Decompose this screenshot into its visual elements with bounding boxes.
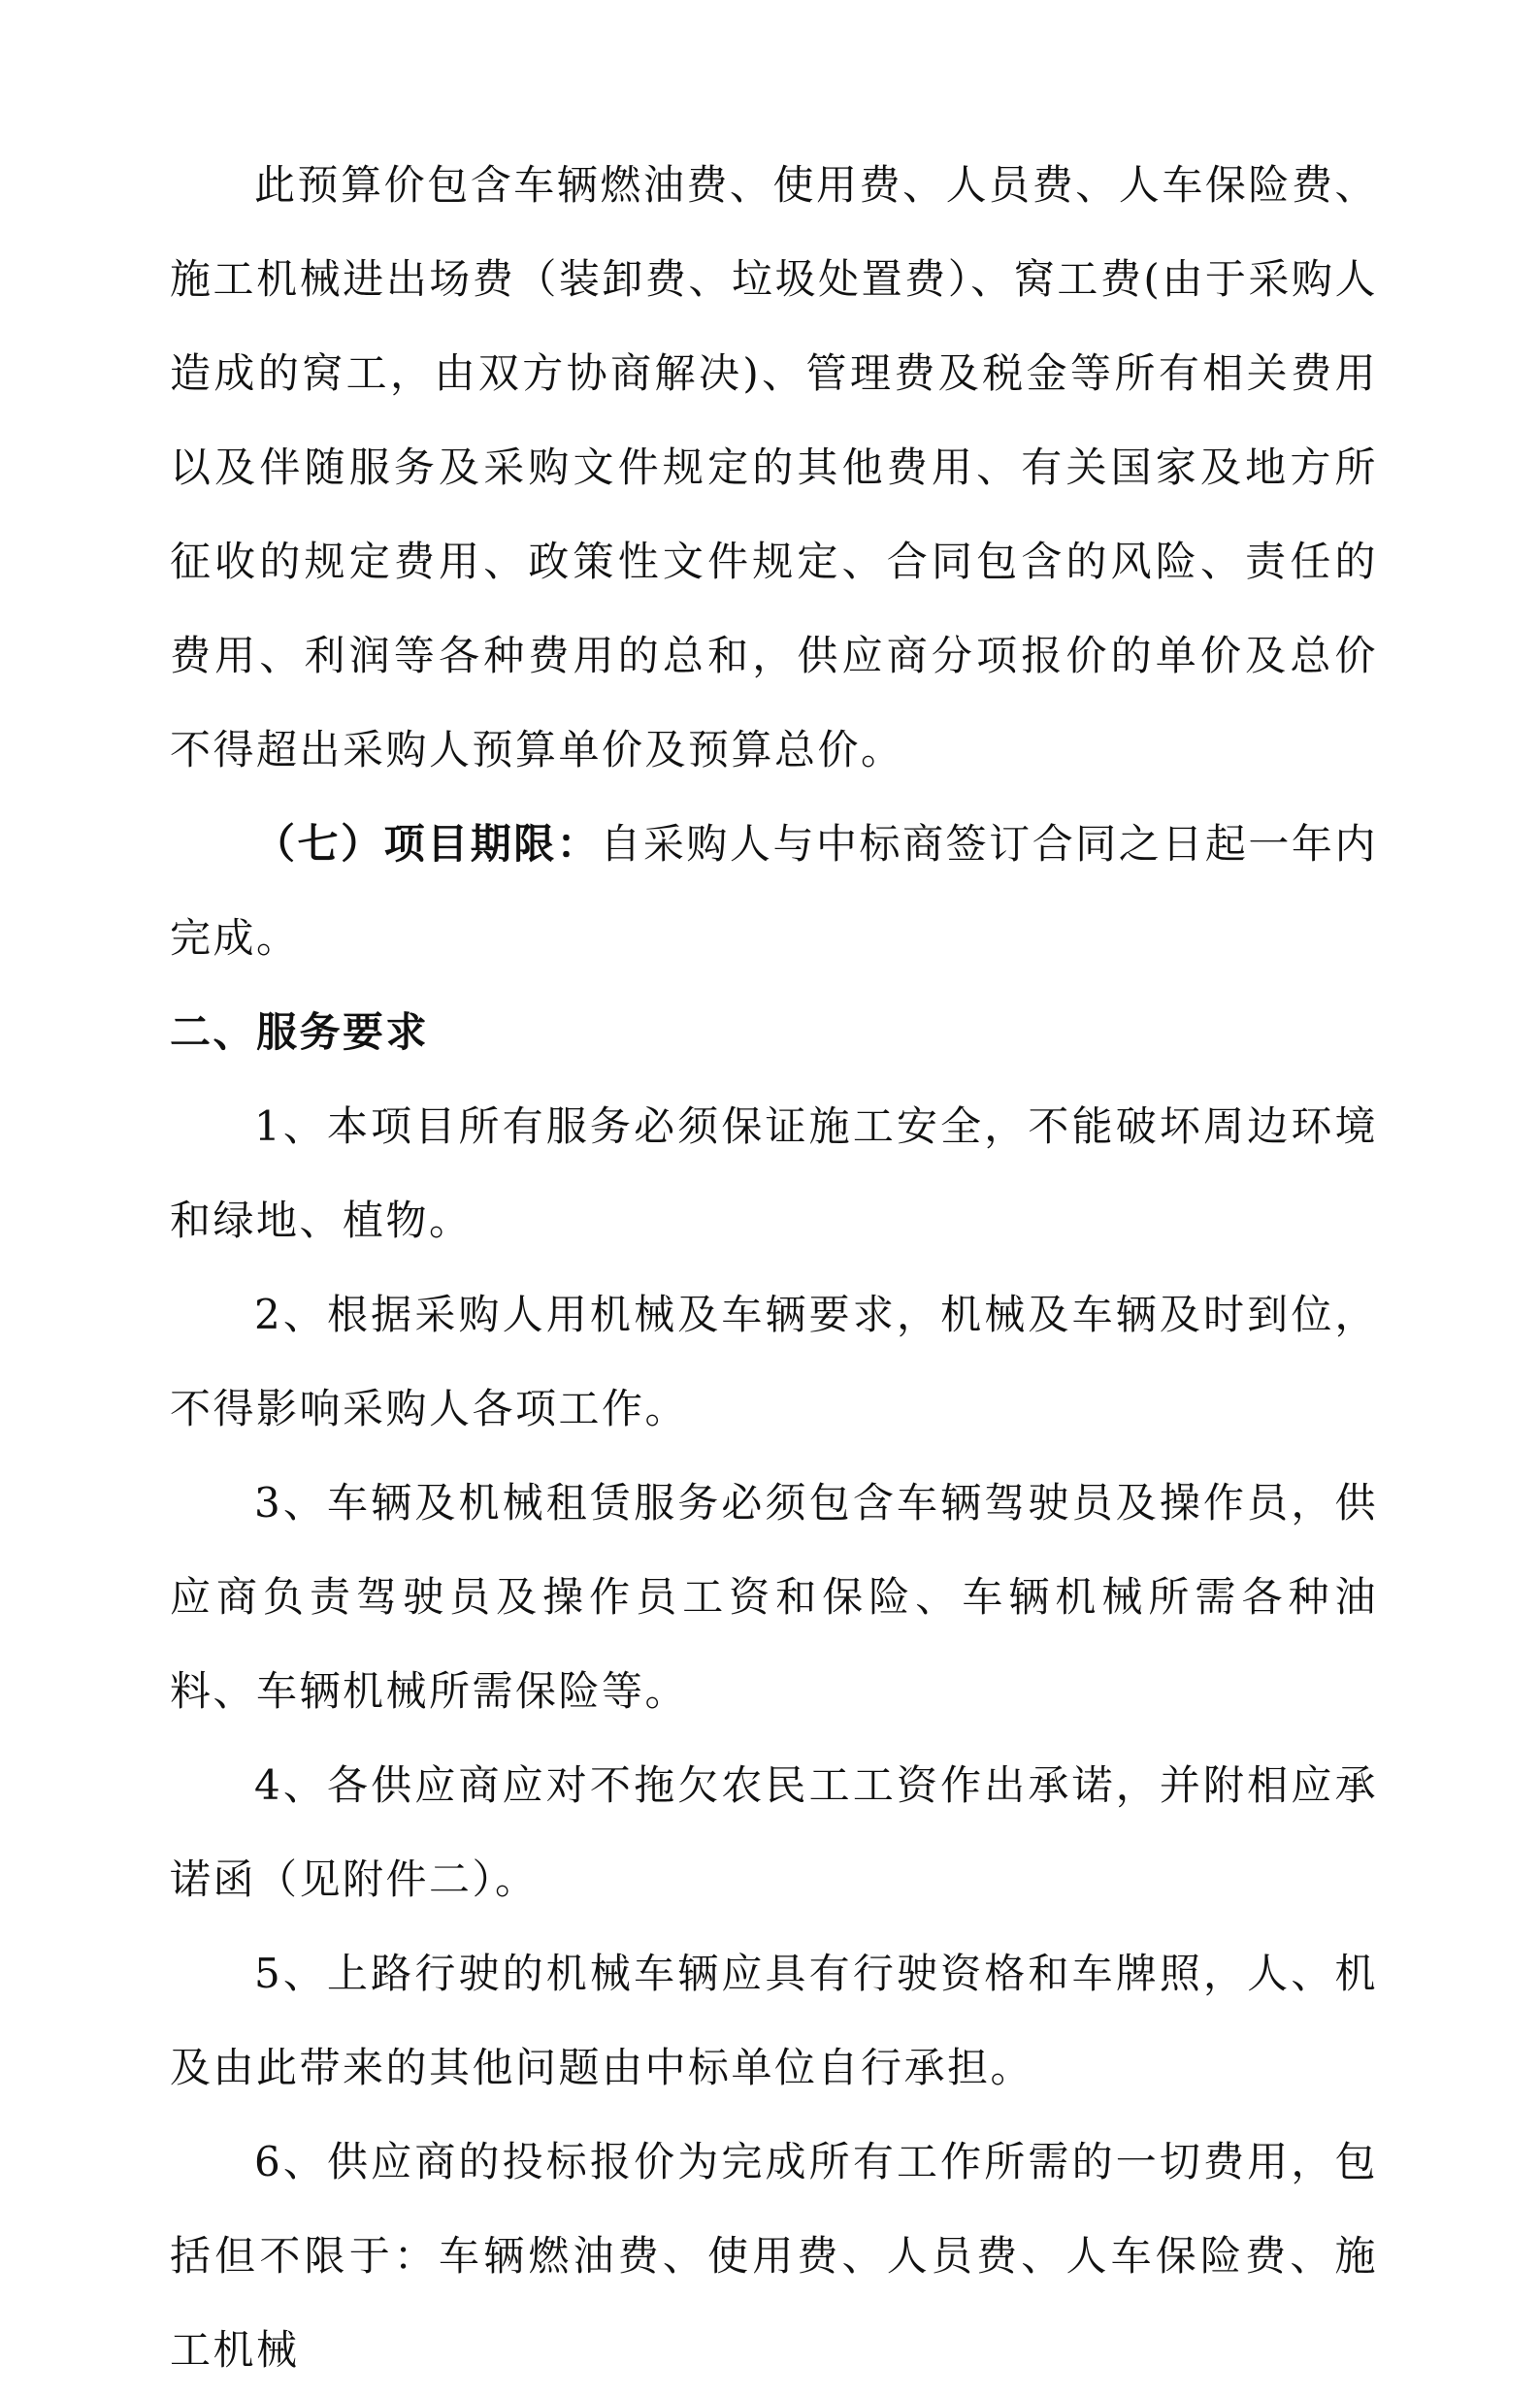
requirement-item-1: 1、本项目所有服务必须保证施工安全，不能破坏周边环境和绿地、植物。 — [170, 1102, 1378, 1244]
budget-paragraph: 此预算价包含车辆燃油费、使用费、人员费、人车保险费、施工机械进出场费（装卸费、垃圾处置费）、窝工费(由于采购人造成的窝工，由双方协商解决)、管理费及税金等所有相关费用以及伴随服务及采购文件规定的其他费用、有关国家及地方所征收的规定费用、政策性文件规定、合同包含的风险、责任的费用、利润等各种费用的总和，供应商分项报价的单价及总价不得超出采购人预算单价及预算总价。 — [170, 161, 1378, 773]
project-period-label: （七）项目期限： — [254, 820, 601, 868]
requirement-item-5: 5、上路行驶的机械车辆应具有行驶资格和车牌照，人、机及由此带来的其他问题由中标单位自行承担。 — [170, 1950, 1378, 2091]
requirement-item-4: 4、各供应商应对不拖欠农民工工资作出承诺，并附相应承诺函（见附件二）。 — [170, 1761, 1378, 1903]
section-heading-service-requirements: 二、服务要求 — [170, 1008, 430, 1056]
document-body — [170, 138, 1378, 2397]
project-period-paragraph — [170, 797, 1378, 985]
requirement-item-3: 3、车辆及机械租赁服务必须包含车辆驾驶员及操作员，供应商负责驾驶员及操作员工资和保险、车辆机械所需各种油料、车辆机械所需保险等。 — [170, 1479, 1378, 1715]
requirement-item-6: 6、供应商的投标报价为完成所有工作所需的一切费用，包括但不限于：车辆燃油费、使用费、人员费、人车保险费、施工机械 — [170, 2138, 1378, 2374]
project-period-text: 自采购人与中标商签订合同之日起一年内完成。 — [170, 820, 1378, 962]
requirement-item-2: 2、根据采购人用机械及车辆要求，机械及车辆及时到位，不得影响采购人各项工作。 — [170, 1291, 1378, 1432]
